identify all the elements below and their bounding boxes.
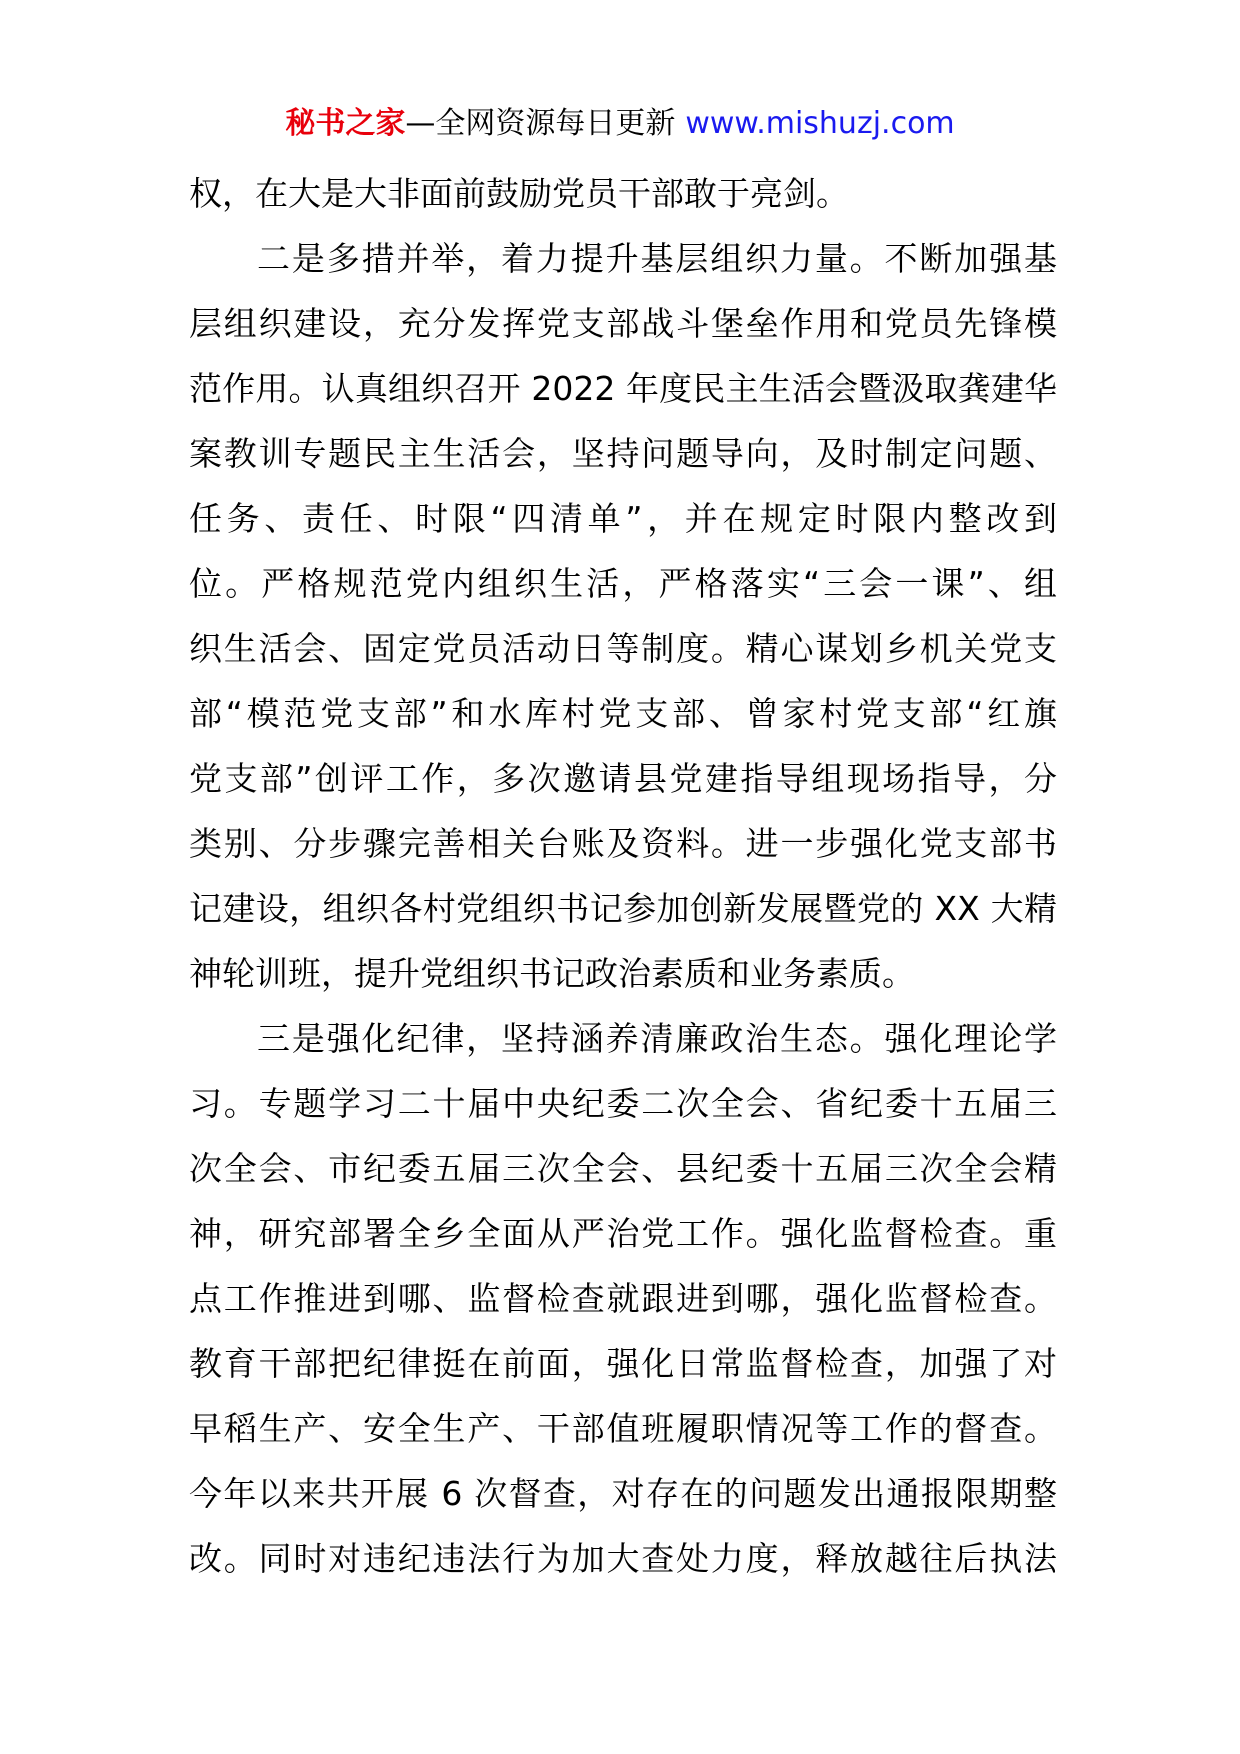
text-line: 记建设，组织各村党组织书记参加创新发展暨党的 XX 大精: [189, 889, 1057, 928]
header-tagline: —全网资源每日更新: [405, 106, 676, 141]
text-line: 织生活会、固定党员活动日等制度。精心谋划乡机关党支: [189, 629, 1057, 668]
text-line: 层组织建设，充分发挥党支部战斗堡垒作用和党员先锋模: [189, 304, 1057, 343]
document-body: [189, 161, 1057, 1591]
text-line: 改。同时对违纪违法行为加大查处力度，释放越往后执法: [189, 1539, 1057, 1578]
text-line: 三是强化纪律，坚持涵养清廉政治生态。强化理论学: [257, 1019, 1057, 1058]
text-line: 早稻生产、安全生产、干部值班履职情况等工作的督查。: [189, 1409, 1057, 1448]
brand-name: 秘书之家: [285, 106, 406, 141]
text-line: 部“模范党支部”和水库村党支部、曾家村党支部“红旗: [189, 694, 1057, 733]
text-line: 今年以来共开展 6 次督查，对存在的问题发出通报限期整: [189, 1474, 1057, 1513]
text-line: 神轮训班，提升党组织书记政治素质和业务素质。: [189, 954, 915, 993]
text-line: 位。严格规范党内组织生活，严格落实“三会一课”、组: [189, 564, 1057, 603]
body-paragraph: [189, 161, 1057, 226]
text-line: 次全会、市纪委五届三次全会、县纪委十五届三次全会精: [189, 1149, 1057, 1188]
body-paragraph: [189, 226, 1057, 1006]
text-line: 党支部”创评工作，多次邀请县党建指导组现场指导，分: [189, 759, 1057, 798]
text-line: 教育干部把纪律挺在前面，强化日常监督检查，加强了对: [189, 1344, 1057, 1383]
text-line: 习。专题学习二十届中央纪委二次全会、省纪委十五届三: [189, 1084, 1057, 1123]
text-line: 任务、责任、时限“四清单”，并在规定时限内整改到: [189, 499, 1057, 538]
text-line: 二是多措并举，着力提升基层组织力量。不断加强基: [257, 239, 1057, 278]
text-line: 点工作推进到哪、监督检查就跟进到哪，强化监督检查。: [189, 1279, 1057, 1318]
text-line: 神，研究部署全乡全面从严治党工作。强化监督检查。重: [189, 1214, 1057, 1253]
text-line: 类别、分步骤完善相关台账及资料。进一步强化党支部书: [189, 824, 1057, 863]
text-line: 案教训专题民主生活会，坚持问题导向，及时制定问题、: [189, 434, 1057, 473]
text-line: 范作用。认真组织召开 2022 年度民主生活会暨汲取龚建华: [189, 369, 1057, 408]
site-url: www.mishuzj.com: [685, 106, 955, 141]
body-paragraph: [189, 1006, 1057, 1591]
text-line: 权，在大是大非面前鼓励党员干部敢于亮剑。: [189, 174, 849, 213]
site-header: [0, 104, 1240, 144]
